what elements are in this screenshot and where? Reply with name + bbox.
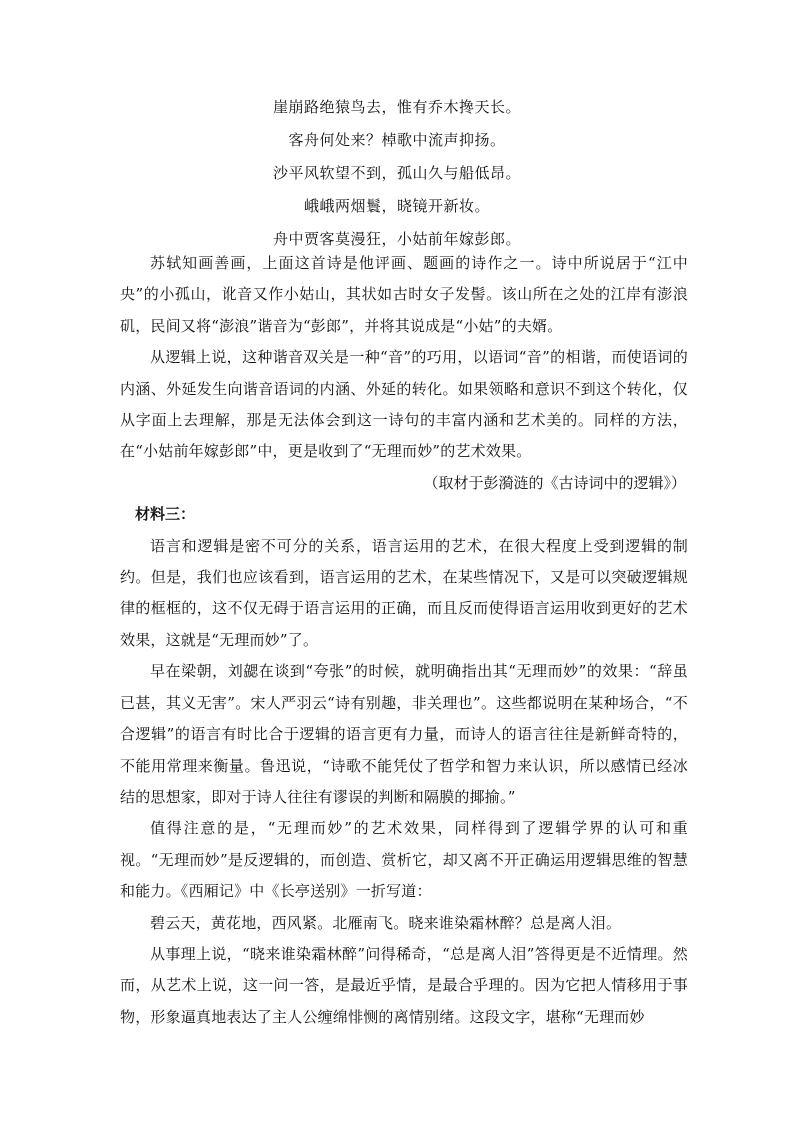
paragraph: 苏轼知画善画，上面这首诗是他评画、题画的诗作之一。诗中所说居于“江中央”的小孤山，讹音又作小姑山，其状如古时女子发髻。该山所在之处的江岸有澎浪矶，民间又将“澎浪”谐音为“彭郎”，并将其说成是“小姑”的夫婿。	[120, 254, 688, 335]
poem-line: 峨峨两烟鬟，晓镜开新妆。	[303, 197, 490, 215]
poem-line: 崖崩路绝猿鸟去，惟有乔木搀天长。	[272, 98, 521, 116]
quoted-verse: 碧云天，黄花地，西风紧。北雁南飞。晓来谁染霜林醉？总是离人泪。	[150, 913, 622, 932]
paragraph: 语言和逻辑是密不可分的关系，语言运用的艺术，在很大程度上受到逻辑的制约。但是，我们也应该看到，语言运用的艺术，在某些情况下，又是可以突破逻辑规律的框框的，这不仅无碍于语言运用的正确，而且反而使得语言运用收到更好的艺术效果，这就是“无理而妙”了。	[120, 536, 688, 649]
article-body	[120, 248, 688, 1033]
poem-block	[0, 91, 794, 256]
paragraph: 早在梁朝，刘勰在谈到“夸张”的时候，就明确指出其“无理而妙”的效果：“辞虽已甚，其义无害”。宋人严羽云“诗有别趣，非关理也”。这些都说明在某种场合，“不合逻辑”的语言有时比合于逻辑的语言更有力量，而诗人的语言往往是新鲜奇特的，不能用常理来衡量。鲁迅说，“诗歌不能凭仗了哲学和智力来认识，所以感情已经冰结的思想家，即对于诗人往往有谬误的判断和隔膜的揶揄。”	[120, 662, 688, 806]
paragraph: 从逻辑上说，这种谐音双关是一种“音”的巧用，以语词“音”的相谐，而使语词的内涵、外延发生向谐音语词的内涵、外延的转化。如果领略和意识不到这个转化，仅从字面上去理解，那是无法体会到这一诗句的丰富内涵和艺术美的。同样的方法，在“小姑前年嫁彭郎”中，更是收到了“无理而妙”的艺术效果。	[120, 348, 688, 461]
source-citation: （取材于彭漪涟的《古诗词中的逻辑》）	[423, 473, 686, 492]
poem-line: 客舟何处来？棹歌中流声抑扬。	[288, 131, 506, 149]
poem-line: 沙平风软望不到，孤山久与船低昂。	[272, 164, 521, 182]
paragraph: 从事理上说，“晓来谁染霜林醉”问得稀奇，“总是离人泪”答得更是不近情理。然而，从艺术上说，这一问一答，是最近乎情，是最合乎理的。因为它把人情移用于事物，形象逼真地表达了主人公缠绵悱恻的离情别绪。这段文字，堪称“无理而妙	[120, 944, 688, 1026]
section-heading: 材料三：	[135, 505, 196, 524]
paragraph: 值得注意的是，“无理而妙”的艺术效果，同样得到了逻辑学界的认可和重视。“无理而妙”是反逻辑的，而创造、赏析它，却又离不开正确运用逻辑思维的智慧和能力。《西厢记》中《长亭送别》一折写道：	[120, 819, 688, 901]
poem-line: 舟中贾客莫漫狂，小姑前年嫁彭郎。	[272, 230, 521, 248]
